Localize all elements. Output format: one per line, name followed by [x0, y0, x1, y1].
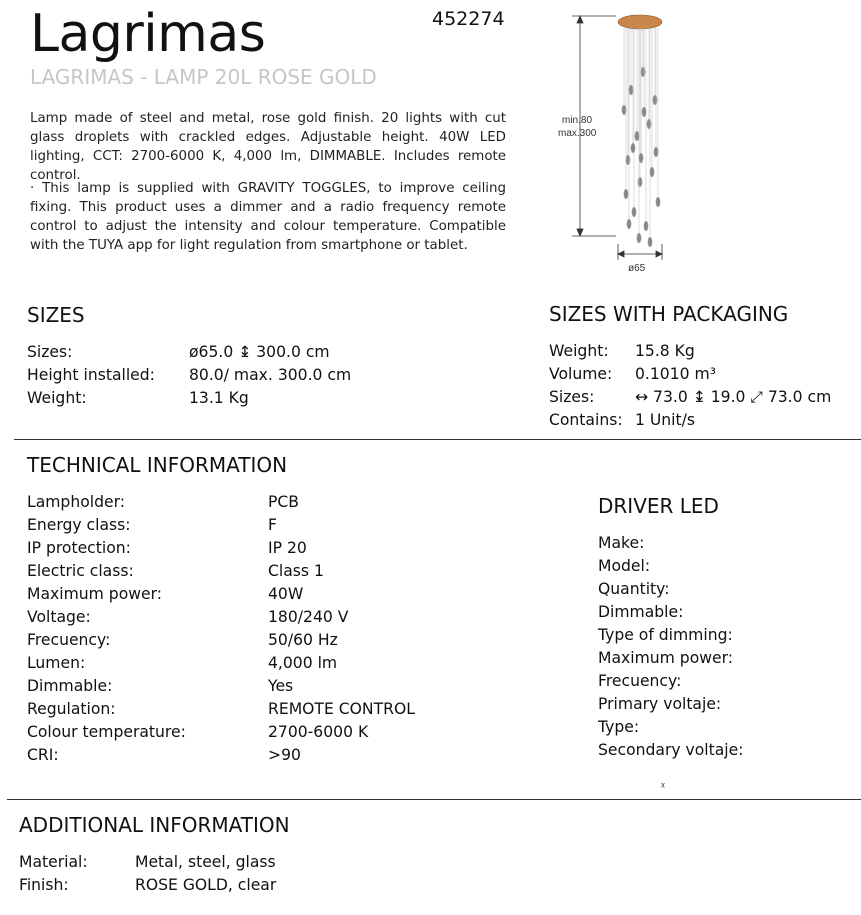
technical-label: Lampholder: [27, 493, 125, 511]
technical-value: REMOTE CONTROL [268, 700, 415, 718]
technical-row [27, 537, 415, 560]
technical-label: Frecuency: [27, 631, 111, 649]
additional-row [19, 851, 276, 874]
technical-label: Dimmable: [27, 677, 113, 695]
driver-label: Quantity: [598, 580, 670, 598]
packaging-row [549, 340, 831, 363]
additional-value: ROSE GOLD, clear [135, 876, 277, 894]
packaging-heading: SIZES WITH PACKAGING [549, 302, 789, 326]
lamp-diagram [540, 8, 680, 280]
packaging-value: ↔ 73.0 ↨ 19.0 ⤢ 73.0 cm [635, 388, 832, 406]
technical-row [27, 652, 415, 675]
technical-value: 180/240 V [268, 608, 349, 626]
lamp-droplets [622, 28, 660, 247]
description-paragraph-2: · This lamp is supplied with GRAVITY TOGGLES, to improve ceiling fixing. This product uses a dimmer and a radio frequency remote control to adjust the intensity and colour temperature. Compatible with the TUYA app for light regulation from smartphone or tablet. [30, 181, 506, 253]
packaging-label: Sizes: [549, 388, 595, 406]
height-label-min: min.80 [562, 115, 593, 126]
packaging-row [549, 363, 831, 386]
technical-value: Class 1 [268, 562, 324, 580]
packaging-value: 0.1010 m³ [635, 365, 716, 383]
technical-row [27, 514, 415, 537]
additional-label: Material: [19, 853, 88, 871]
driver-label: Primary voltaje: [598, 695, 722, 713]
sizes-table [27, 341, 351, 410]
technical-value: 2700-6000 K [268, 723, 369, 741]
technical-row [27, 606, 415, 629]
technical-value: 50/60 Hz [268, 631, 338, 649]
driver-label: Make: [598, 534, 645, 552]
technical-row [27, 744, 415, 767]
sizes-row [27, 341, 351, 364]
diameter-dimension [618, 244, 662, 260]
technical-label: Voltage: [27, 608, 91, 626]
product-title: Lagrimas [30, 4, 266, 64]
technical-row [27, 675, 415, 698]
technical-row [27, 698, 415, 721]
description-paragraph-1: Lamp made of steel and metal, rose gold finish. 20 lights with cut glass droplets with crackled edges. Adjustable height. 40W LED lighting, CCT: 2700-6000 K, 4,000 lm, DIMMABLE. Includes remote control. [30, 111, 506, 183]
sizes-row [27, 364, 351, 387]
driver-label: Dimmable: [598, 603, 684, 621]
packaging-row [549, 409, 831, 432]
packaging-label: Contains: [549, 411, 623, 429]
technical-row [27, 560, 415, 583]
technical-value: IP 20 [268, 539, 307, 557]
packaging-table [549, 340, 831, 432]
technical-label: Colour temperature: [27, 723, 186, 741]
height-label-max: max.300 [558, 128, 597, 139]
packaging-row [549, 386, 831, 409]
additional-label: Finish: [19, 876, 69, 894]
technical-label: Regulation: [27, 700, 116, 718]
technical-row [27, 629, 415, 652]
technical-table [27, 491, 415, 767]
packaging-label: Volume: [549, 365, 613, 383]
technical-label: IP protection: [27, 539, 131, 557]
packaging-value: 15.8 Kg [635, 342, 695, 360]
technical-value: PCB [268, 493, 299, 511]
technical-label: Electric class: [27, 562, 134, 580]
sizes-value: ø65.0 ↨ 300.0 cm [189, 343, 330, 361]
sizes-label: Sizes: [27, 343, 73, 361]
technical-value: F [268, 516, 277, 534]
technical-label: Energy class: [27, 516, 131, 534]
technical-label: CRI: [27, 746, 59, 764]
diameter-label: ø65 [628, 263, 646, 274]
technical-heading: TECHNICAL INFORMATION [27, 453, 288, 477]
sizes-value: 13.1 Kg [189, 389, 249, 407]
sizes-label: Height installed: [27, 366, 155, 384]
packaging-value: 1 Unit/s [635, 411, 695, 429]
product-code: 452274 [432, 8, 505, 30]
small-marker: ᵡ [661, 780, 666, 793]
additional-row [19, 874, 276, 897]
sizes-label: Weight: [27, 389, 87, 407]
technical-row [27, 721, 415, 744]
driver-label: Secondary voltaje: [598, 741, 744, 759]
driver-label: Maximum power: [598, 649, 733, 667]
driver-table [598, 532, 744, 762]
technical-row [27, 583, 415, 606]
packaging-label: Weight: [549, 342, 609, 360]
technical-value: 40W [268, 585, 304, 603]
lamp-canopy [618, 15, 662, 29]
driver-label: Frecuency: [598, 672, 682, 690]
driver-heading: DRIVER LED [598, 494, 719, 518]
height-dimension [572, 16, 616, 236]
driver-label: Model: [598, 557, 651, 575]
technical-label: Lumen: [27, 654, 86, 672]
sizes-heading: SIZES [27, 303, 85, 327]
technical-value: Yes [268, 677, 294, 695]
technical-row [27, 491, 415, 514]
technical-label: Maximum power: [27, 585, 162, 603]
additional-heading: ADDITIONAL INFORMATION [19, 813, 290, 837]
additional-table [19, 851, 276, 897]
driver-label: Type: [598, 718, 640, 736]
section-divider [14, 439, 861, 440]
sizes-row [27, 387, 351, 410]
section-divider [7, 799, 861, 800]
driver-label: Type of dimming: [598, 626, 733, 644]
product-subtitle: LAGRIMAS - LAMP 20L ROSE GOLD [30, 65, 377, 89]
sizes-value: 80.0/ max. 300.0 cm [189, 366, 352, 384]
additional-value: Metal, steel, glass [135, 853, 276, 871]
technical-value: 4,000 lm [268, 654, 338, 672]
technical-value: >90 [268, 746, 301, 764]
